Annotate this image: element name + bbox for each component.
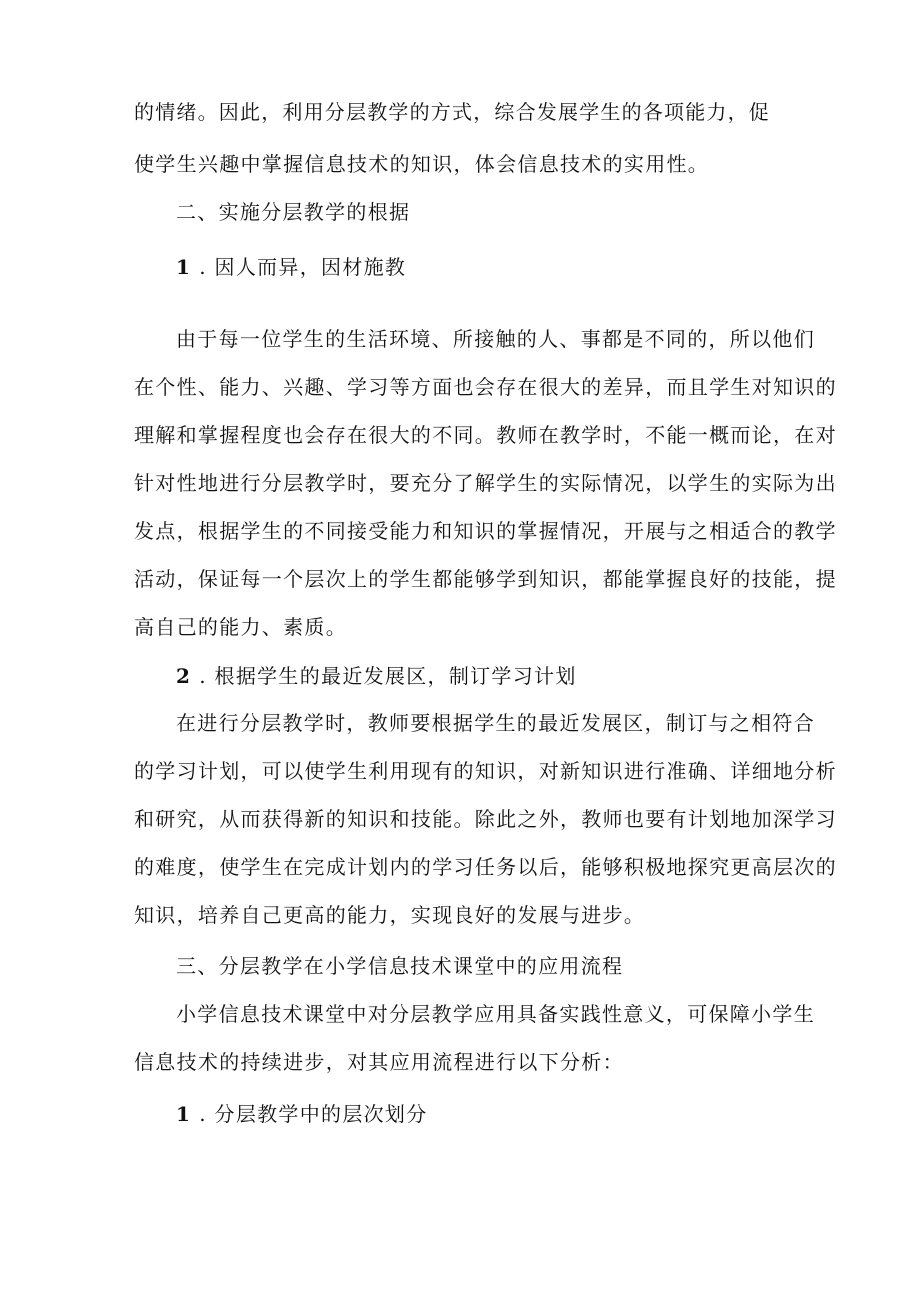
intro-line-2: 使学生兴趣中掌握信息技术的知识，体会信息技术的实用性。 (134, 152, 710, 176)
paragraph-line: 在进行分层教学时，教师要根据学生的最近发展区，制订与之相符合 (176, 711, 815, 735)
section-2-heading: 二、实施分层教学的根据 (176, 200, 411, 224)
paragraph-line: 由于每一位学生的生活环境、所接触的人、事都是不同的，所以他们 (176, 327, 815, 351)
paragraph-line: 在个性、能力、兴趣、学习等方面也会存在很大的差异，而且学生对知识的 (134, 375, 837, 399)
section-2-sub-1-heading (176, 253, 406, 281)
section-3-sub-1-heading (176, 1100, 428, 1128)
paragraph-line: 针对性地进行分层教学时，要充分了解学生的实际情况，以学生的实际为出 (134, 471, 837, 495)
section-3-heading: 三、分层教学在小学信息技术课堂中的应用流程 (176, 954, 624, 978)
paragraph-line: 发点，根据学生的不同接受能力和知识的掌握情况，开展与之相适合的教学 (134, 519, 837, 543)
paragraph-line: 理解和掌握程度也会存在很大的不同。教师在教学时，不能一概而论，在对 (134, 423, 837, 447)
sub-heading-number: 1 (176, 1102, 192, 1126)
paragraph-line: 知识，培养自己更高的能力，实现良好的发展与进步。 (134, 903, 646, 927)
sub-heading-number: 1 (176, 255, 192, 279)
sub-heading-title: . 分层教学中的层次划分 (199, 1102, 428, 1126)
paragraph-line: 活动，保证每一个层次上的学生都能够学到知识，都能掌握良好的技能，提 (134, 567, 837, 591)
section-2-sub-2-heading (176, 662, 577, 690)
sub-heading-title: . 因人而异，因材施教 (199, 255, 407, 279)
paragraph-line: 的难度，使学生在完成计划内的学习任务以后，能够积极地探究更高层次的 (134, 855, 837, 879)
sub-heading-number: 2 (176, 664, 192, 688)
paragraph-line: 和研究，从而获得新的知识和技能。除此之外，教师也要有计划地加深学习 (134, 807, 837, 831)
paragraph-line: 小学信息技术课堂中对分层教学应用具备实践性意义，可保障小学生 (176, 1002, 815, 1026)
sub-heading-title: . 根据学生的最近发展区，制订学习计划 (199, 664, 577, 688)
paragraph-line: 高自己的能力、素质。 (134, 615, 347, 639)
paragraph-line: 信息技术的持续进步，对其应用流程进行以下分析： (134, 1050, 624, 1074)
paragraph-line: 的学习计划，可以使学生利用现有的知识，对新知识进行准确、详细地分析 (134, 759, 837, 783)
intro-line-1: 的情绪。因此，利用分层教学的方式，综合发展学生的各项能力，促 (134, 100, 770, 124)
